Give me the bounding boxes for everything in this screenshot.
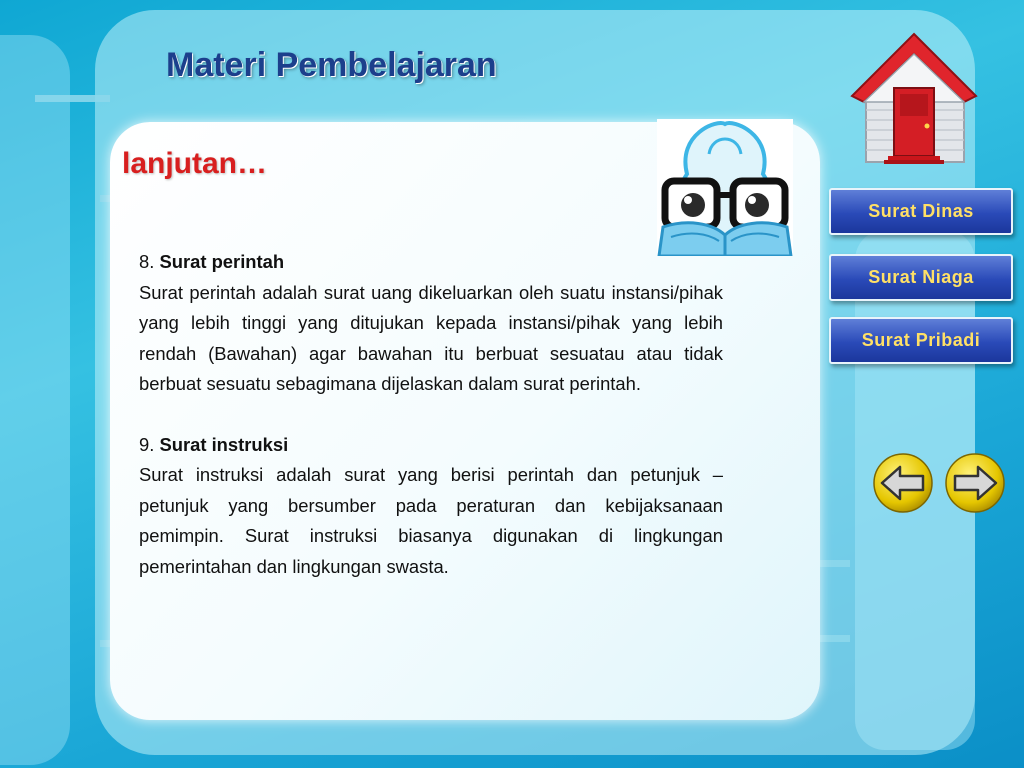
- house-icon: [848, 30, 980, 165]
- item-9-body: Surat instruksi adalah surat yang berisi perintah dan petunjuk – petunjuk yang bersumber pada peraturan dan kebijaksanaan pemimpin. Surat instruksi biasanya digunakan di lingkungan pemerintahan dan lingkungan swasta.: [139, 464, 723, 577]
- arrow-left-icon: [872, 452, 934, 514]
- home-button[interactable]: [848, 30, 980, 165]
- surat-niaga-button[interactable]: Surat Niaga: [829, 254, 1013, 301]
- slide-title: Materi Pembelajaran: [166, 46, 497, 84]
- surat-pribadi-button[interactable]: Surat Pribadi: [829, 317, 1013, 364]
- slide-subtitle: lanjutan…: [122, 147, 268, 180]
- item-8-number: 8.: [139, 251, 160, 272]
- slide-content: [139, 247, 723, 582]
- item-8-body: Surat perintah adalah surat uang dikeluarkan oleh suatu instansi/pihak yang lebih tinggi yang ditujukan kepada instansi/pihak yang lebih rendah (Bawahan) agar bawahan itu berbuat sesuatau atau tidak berbuat sesuatu sebagimana dijelaskan dalam surat perintah.: [139, 281, 723, 394]
- next-button[interactable]: [944, 452, 1006, 514]
- item-8: [139, 247, 723, 278]
- reading-mascot-illustration: [657, 119, 793, 256]
- item-9-number: 9.: [139, 433, 160, 455]
- decorative-dash: [35, 95, 110, 102]
- item-9-title: Surat instruksi: [159, 433, 289, 455]
- surat-dinas-button[interactable]: Surat Dinas: [829, 188, 1013, 235]
- arrow-right-icon: [944, 452, 1006, 514]
- item-9: [139, 430, 723, 461]
- item-8-title: Surat perintah: [159, 251, 285, 272]
- previous-button[interactable]: [872, 452, 934, 514]
- background-left-panel: [0, 35, 70, 765]
